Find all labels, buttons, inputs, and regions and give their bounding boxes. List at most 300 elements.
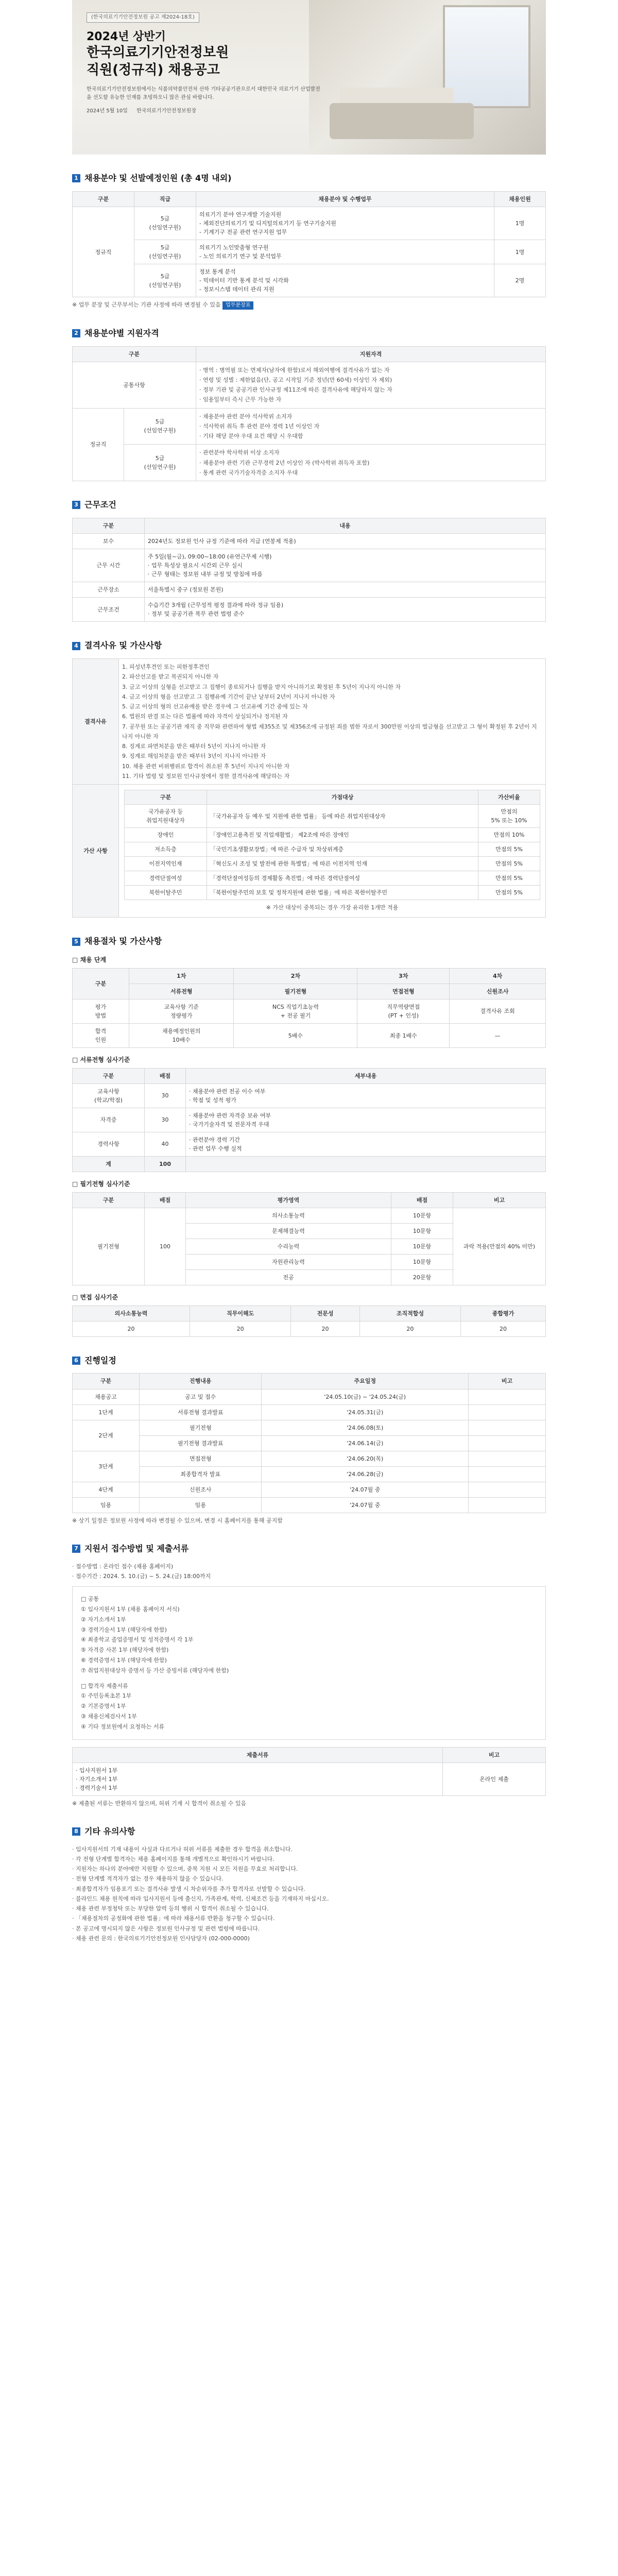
cell-stage: 채용공고 <box>73 1389 140 1404</box>
cell-score: 20 <box>291 1321 359 1336</box>
cell-grade: 5급 (선임연구원) <box>124 445 196 481</box>
cell-total: 100 <box>145 1157 186 1172</box>
table-row <box>73 785 546 918</box>
cell-note <box>469 1451 546 1466</box>
cell-stage: 2단계 <box>73 1420 140 1451</box>
section-number: 1 <box>72 174 80 182</box>
cell-item: 공고 및 접수 <box>140 1389 262 1404</box>
list-item: 10. 채용 관련 비위행위로 합격이 취소된 후 5년이 지나지 아니한 자 <box>122 762 290 770</box>
table-row <box>73 549 546 582</box>
cell-stage: 임용 <box>73 1497 140 1513</box>
hero-date-line <box>87 107 323 115</box>
section-title-text: 진행일정 <box>84 1355 116 1365</box>
th-step-4: 4차 <box>450 968 546 984</box>
cell-value: — <box>450 1024 546 1048</box>
cell-score: 30 <box>145 1083 186 1108</box>
cell-count: 1명 <box>494 207 546 240</box>
th-step-2: 2차 <box>234 968 357 984</box>
cell-group: 정규직 <box>73 207 134 297</box>
cell-empty <box>186 1157 546 1172</box>
cell-items <box>196 408 546 445</box>
th-item: 진행내용 <box>140 1374 262 1389</box>
section-number: 6 <box>72 1357 80 1365</box>
table-row <box>73 1208 546 1223</box>
cell-target: 「혁신도시 조성 및 발전에 관한 특별법」에 따른 이전지역 인재 <box>207 857 478 871</box>
qualifications-table <box>72 346 546 482</box>
content <box>72 172 546 1954</box>
table-row <box>125 842 540 857</box>
table-row <box>73 533 546 549</box>
cell-duty: 의료기기 노인맞춤형 연구원 - 노인 의료기기 연구 및 분석업무 <box>196 240 494 264</box>
table-row <box>73 207 546 240</box>
list-item: · 통계 관련 국가기술자격증 소지자 우대 <box>199 469 298 476</box>
subsection-steps: □ 채용 단계 <box>72 956 107 964</box>
list-item: 7. 공무원 또는 공공기관 재직 중 직무와 관련하여 형법 제355조 및 제356조에 규정된 죄를 범한 자로서 300만원 이상의 벌금형을 선고받고 그 형이 확정된 후 2년이 지나지 아니한 자 <box>122 723 537 740</box>
cell-value: 5배수 <box>234 1024 357 1048</box>
list-item: 6. 법원의 판결 또는 다른 법률에 따라 자격이 상실되거나 정지된 자 <box>122 713 288 720</box>
cell-stage: 3단계 <box>73 1451 140 1482</box>
cell-note <box>469 1435 546 1451</box>
cell-grade: 5급 (선임연구원) <box>134 207 196 240</box>
th-grade: 직급 <box>134 191 196 207</box>
table-row <box>73 1132 546 1156</box>
cell-grade: 5급 (선임연구원) <box>134 240 196 264</box>
section-title-text: 근무조건 <box>84 500 116 510</box>
cell-date: '24.06.08(토) <box>262 1420 469 1435</box>
cell-label: 근무 시간 <box>73 549 145 582</box>
th-area: 평가영역 <box>186 1192 391 1208</box>
list-item: · 입사지원서의 기재 내용이 사실과 다르거나 허위 서류를 제출한 경우 합격을 취소합니다. <box>72 1845 293 1853</box>
cell-duty: 정보 통계 분석 - 빅데이터 기반 통계 분석 및 시각화 - 정보시스템 데이터 관리 지원 <box>196 264 494 297</box>
cell-items <box>196 445 546 481</box>
bonus-table <box>124 790 540 900</box>
list-item: · 채용 관련 부정청탁 또는 부당한 압력 등의 행위 시 합격이 취소될 수 있습니다. <box>72 1905 269 1912</box>
section-5-title <box>72 935 546 948</box>
cell-target: 「북한이탈주민의 보호 및 정착지원에 관한 법률」에 따른 북한이탈주민 <box>207 886 478 900</box>
list-item: · 채용 관련 문의 : 한국의료기기안전정보원 인사담당자 (02-000-0000) <box>72 1935 250 1942</box>
interview-criteria-table <box>72 1306 546 1337</box>
section-1-title <box>72 172 546 185</box>
duty-table-link[interactable]: 업무분장표 <box>222 301 253 310</box>
document-criteria-table <box>72 1068 546 1172</box>
list-item: · 채용분야 관련 분야 석사학위 소지자 <box>199 413 293 420</box>
th-content: 내용 <box>145 518 546 533</box>
th-background-check: 신원조사 <box>450 984 546 999</box>
box-line: ⑦ 취업지원대상자 증명서 등 가산 증빙서류 (해당자에 한함) <box>81 1667 229 1674</box>
th-score: 배점 <box>145 1068 186 1083</box>
section-number: 3 <box>72 501 80 509</box>
hero-year: 2024년 상반기 <box>87 30 166 43</box>
table-row <box>73 598 546 622</box>
cell-area: 문제해결능력 <box>186 1223 391 1239</box>
cell-score: 20 <box>73 1321 190 1336</box>
section-title-text: 지원서 접수방법 및 제출서류 <box>84 1543 189 1553</box>
cell-label: 자격증 <box>73 1108 145 1132</box>
th-note: 비고 <box>443 1747 546 1762</box>
box-line: □ 합격자 제출서류 <box>81 1682 128 1689</box>
hero-text <box>87 11 323 115</box>
cell-area: 자원관리능력 <box>186 1254 391 1269</box>
list-item: · 「채용절차의 공정화에 관한 법률」에 따라 채용서류 반환을 청구할 수 있습니다. <box>72 1915 275 1922</box>
th-bonus-rate: 가산비율 <box>478 790 540 805</box>
disqualification-table <box>72 658 546 918</box>
table-row <box>125 857 540 871</box>
cell-area-score: 10문항 <box>391 1223 453 1239</box>
box-line: □ 공통 <box>81 1596 99 1603</box>
th-stage: 구분 <box>73 1374 140 1389</box>
cell-item: 면접전형 <box>140 1451 262 1466</box>
th-category: 구분 <box>73 1192 145 1208</box>
cell-score: 100 <box>145 1208 186 1285</box>
bonus-note: ※ 가산 대상이 중복되는 경우 가장 유리한 1개만 적용 <box>266 904 399 911</box>
box-line: ③ 채용신체검사서 1부 <box>81 1713 137 1720</box>
table-row <box>73 1762 546 1795</box>
table-row <box>73 1024 546 1048</box>
cell-date: '24.06.14(금) <box>262 1435 469 1451</box>
th-score: 배점 <box>145 1192 186 1208</box>
cell-item: 최종합격자 발표 <box>140 1466 262 1482</box>
cell-label: 근무장소 <box>73 582 145 598</box>
cell-score: 40 <box>145 1132 186 1156</box>
hero-banner <box>72 0 546 155</box>
cell-item: 필기전형 결과발표 <box>140 1435 262 1451</box>
section-2-title <box>72 327 546 340</box>
cell-target: 「장애인고용촉진 및 직업재활법」 제2조에 따른 장애인 <box>207 828 478 842</box>
hero-description: 한국의료기기안전정보원에서는 식품의약품안전처 산하 기타공공기관으로서 대한민국 의료기기 산업발전을 선도할 유능한 인재를 초빙하오니 많은 관심 바랍니다. <box>87 86 320 100</box>
cell-common-label: 공통사항 <box>73 362 196 408</box>
cell-text: · 채용분야 관련 자격증 보유 여부 · 국가기술자격 및 전문자격 우대 <box>186 1108 546 1132</box>
cell-label: 교육사항 (학교/학점) <box>73 1083 145 1108</box>
cell-area-score: 10문항 <box>391 1254 453 1269</box>
cell-grade: 5급 (선임연구원) <box>134 264 196 297</box>
cell-type: 저소득층 <box>125 842 207 857</box>
th-interview-item: 종합평가 <box>461 1306 546 1321</box>
table-row <box>73 1497 546 1513</box>
cell-target: 「국가유공자 등 예우 및 지원에 관한 법률」 등에 따른 취업지원대상자 <box>207 805 478 828</box>
cell-area: 전공 <box>186 1269 391 1285</box>
cell-value: 채용예정인원의 10배수 <box>129 1024 234 1048</box>
cell-value: 결격사유 조회 <box>450 999 546 1023</box>
cell-date: '24.07월 중 <box>262 1482 469 1497</box>
box-line: ⑤ 자격증 사본 1부 (해당자에 한함) <box>81 1647 169 1654</box>
list-item: 4. 금고 이상의 형을 선고받고 그 집행유예 기간이 끝난 날부터 2년이 지나지 아니한 자 <box>122 693 335 700</box>
bed-graphic <box>330 103 474 139</box>
table-row <box>73 445 546 481</box>
cell-score: 20 <box>461 1321 546 1336</box>
table-row <box>73 999 546 1023</box>
table-row <box>73 1451 546 1466</box>
cell-area: 수리능력 <box>186 1239 391 1254</box>
list-item: · 블라인드 채용 원칙에 따라 입사지원서 등에 출신지, 가족관계, 학력, 신체조건 등을 기재하지 마십시오. <box>72 1895 329 1902</box>
cell-date: '24.05.10(금) ~ '24.05.24(금) <box>262 1389 469 1404</box>
cell-score: 20 <box>190 1321 290 1336</box>
page <box>72 0 546 2576</box>
cell-area-score: 10문항 <box>391 1208 453 1223</box>
cell-target: 「국민기초생활보장법」에 따른 수급자 및 차상위계층 <box>207 842 478 857</box>
list-item: · 본 공고에 명시되지 않은 사항은 정보원 인사규정 및 관련 법령에 따릅니다. <box>72 1925 260 1932</box>
table-row <box>73 582 546 598</box>
positions-note <box>72 300 546 310</box>
list-item: · 전형 단계별 적격자가 없는 경우 채용하지 않을 수 있습니다. <box>72 1875 224 1883</box>
submission-table <box>72 1747 546 1796</box>
table-row <box>125 828 540 842</box>
cell-group: 정규직 <box>73 408 124 481</box>
cell-type: 장애인 <box>125 828 207 842</box>
box-line: ④ 최종학교 졸업증명서 및 성적증명서 각 1부 <box>81 1636 194 1643</box>
cell-rate: 만점의 5% 또는 10% <box>478 805 540 828</box>
schedule-table <box>72 1373 546 1513</box>
cell-label: 평가 방법 <box>73 999 129 1023</box>
list-item: 3. 금고 이상의 실형을 선고받고 그 집행이 종료되거나 집행을 받지 아니하기로 확정된 후 5년이 지나지 아니한 자 <box>122 683 401 690</box>
cell-rate: 만점의 5% <box>478 871 540 886</box>
table-row <box>73 1157 546 1172</box>
cell-text: 서울특별시 중구 (정보원 본원) <box>145 582 546 598</box>
th-category: 구분 <box>73 1068 145 1083</box>
th-note: 비고 <box>453 1192 546 1208</box>
list-item: · 관련분야 학사학위 이상 소지자 <box>199 449 280 456</box>
cell-target: 「경력단절여성등의 경제활동 촉진법」에 따른 경력단절여성 <box>207 871 478 886</box>
list-item: · 석사학위 취득 후 관련 분야 경력 1년 이상인 자 <box>199 422 320 430</box>
method-line: · 접수방법 : 온라인 접수 (채용 홈페이지) <box>72 1563 174 1570</box>
cell-bonus-table <box>119 785 546 918</box>
cell-note: 과락 적용(만점의 40% 미만) <box>453 1208 546 1285</box>
list-item: · 지원자는 하나의 분야에만 지원할 수 있으며, 중복 지원 시 모든 지원을 무효로 처리합니다. <box>72 1866 298 1873</box>
cell-count: 2명 <box>494 264 546 297</box>
table-row <box>73 264 546 297</box>
cell-item: 임용 <box>140 1497 262 1513</box>
table-row <box>73 1466 546 1482</box>
th-category: 구분 <box>73 346 196 362</box>
list-item: 11. 기타 법령 및 정보원 인사규정에서 정한 결격사유에 해당하는 자 <box>122 772 290 779</box>
section-4-title <box>72 639 546 652</box>
th-document-screening: 서류전형 <box>129 984 234 999</box>
list-item: · 최종합격자가 임용포기 또는 결격사유 발생 시 차순위자를 추가 합격자로 선발할 수 있습니다. <box>72 1885 305 1892</box>
cell-note <box>469 1466 546 1482</box>
box-line: ⑥ 경력증명서 1부 (해당자에 한함) <box>81 1657 167 1664</box>
th-bonus: 가산 사항 <box>73 785 119 918</box>
list-item: 5. 금고 이상의 형의 선고유예를 받은 경우에 그 선고유예 기간 중에 있는 자 <box>122 703 308 710</box>
subsection-interview-criteria: □ 면접 심사기준 <box>72 1293 118 1301</box>
cell-text: 수습기간 3개월 (근무성적 평정 결과에 따라 정규 임용) · 정부 및 공공기관 복무 관련 법령 준수 <box>145 598 546 622</box>
submission-note: ※ 제출된 서류는 반환하지 않으며, 허위 기재 시 합격이 취소될 수 있음 <box>72 1800 247 1807</box>
cell-date: '24.05.31(금) <box>262 1404 469 1420</box>
cell-value: 교육사항 기준 정량평가 <box>129 999 234 1023</box>
work-conditions-table <box>72 518 546 622</box>
cell-value: NCS 직업기초능력 + 전공 필기 <box>234 999 357 1023</box>
cell-area-score: 10문항 <box>391 1239 453 1254</box>
cell-rate: 만점의 5% <box>478 842 540 857</box>
table-row <box>73 1420 546 1435</box>
cell-label: 합격 인원 <box>73 1024 129 1048</box>
th-step-3: 3차 <box>357 968 450 984</box>
schedule-note: ※ 상기 일정은 정보원 사정에 따라 변경될 수 있으며, 변경 시 홈페이지를 통해 공지함 <box>72 1517 283 1524</box>
cell-text: · 채용분야 관련 전공 이수 여부 · 학점 및 성적 평가 <box>186 1083 546 1108</box>
cell-item: 서류전형 결과발표 <box>140 1404 262 1420</box>
cell-common-list <box>196 362 546 408</box>
list-item: 8. 징계로 파면처분을 받은 때부터 5년이 지나지 아니한 자 <box>122 743 266 750</box>
th-bonus-type: 구분 <box>125 790 207 805</box>
cell-label: 필기전형 <box>73 1208 145 1285</box>
box-line: ① 입사지원서 1부 (채용 홈페이지 서식) <box>81 1606 180 1613</box>
section-6-title <box>72 1354 546 1367</box>
list-item: · 정부 기관 및 공공기관 인사규정 제11조에 따른 결격사유에 해당하지 않는 자 <box>199 386 392 394</box>
section-title-text: 결격사유 및 가산사항 <box>84 640 162 651</box>
table-row <box>125 805 540 828</box>
th-written-exam: 필기전형 <box>234 984 357 999</box>
th-disqualification: 결격사유 <box>73 659 119 785</box>
th-bonus-target: 가점대상 <box>207 790 478 805</box>
hospital-room-photo <box>309 0 546 155</box>
application-method <box>72 1562 546 1582</box>
cell-text: 2024년도 정보원 인사 규정 기준에 따라 지급 (연봉제 적용) <box>145 533 546 549</box>
list-item: 2. 파산선고를 받고 복권되지 아니한 자 <box>122 673 219 681</box>
notes-list <box>72 1844 546 1944</box>
box-line: ④ 기타 정보원에서 요청하는 서류 <box>81 1723 164 1730</box>
cell-area: 의사소통능력 <box>186 1208 391 1223</box>
section-number: 8 <box>72 1827 80 1836</box>
section-number: 7 <box>72 1545 80 1553</box>
hero-title-line1: 한국의료기기안전정보원 <box>87 45 229 61</box>
cell-rate: 만점의 5% <box>478 886 540 900</box>
cell-area-score: 20문항 <box>391 1269 453 1285</box>
cell-note <box>469 1482 546 1497</box>
subsection-document-criteria: □ 서류전형 심사기준 <box>72 1056 130 1064</box>
cell-note <box>469 1497 546 1513</box>
th-step-1: 1차 <box>129 968 234 984</box>
table-row <box>73 1108 546 1132</box>
cell-type: 북한이탈주민 <box>125 886 207 900</box>
th-interview-item: 의사소통능력 <box>73 1306 190 1321</box>
th-date: 주요일정 <box>262 1374 469 1389</box>
table-row <box>73 240 546 264</box>
section-3-title <box>72 499 546 512</box>
section-number: 2 <box>72 329 80 337</box>
selection-steps-table <box>72 968 546 1048</box>
th-interview: 면접전형 <box>357 984 450 999</box>
cell-count: 1명 <box>494 240 546 264</box>
cell-documents: · 입사지원서 1부 · 자기소개서 1부 · 경력기술서 1부 <box>73 1762 443 1795</box>
list-item: · 연령 및 성별 : 제한없음(단, 공고 시작일 기준 정년(만 60세) 이상인 자 제외) <box>199 376 392 383</box>
table-row <box>73 1482 546 1497</box>
cell-note <box>469 1404 546 1420</box>
section-title-text: 채용분야별 지원자격 <box>84 328 159 338</box>
cell-value: 직무역량면접 (PT + 인성) <box>357 999 450 1023</box>
th-documents: 제출서류 <box>73 1747 443 1762</box>
cell-total-label: 계 <box>73 1157 145 1172</box>
cell-text: · 관련분야 경력 기간 · 관련 업무 수행 실적 <box>186 1132 546 1156</box>
method-line: · 접수기간 : 2024. 5. 10.(금) ~ 5. 24.(금) 18:00까지 <box>72 1572 211 1580</box>
table-row <box>125 871 540 886</box>
cell-note <box>469 1389 546 1404</box>
section-title-text: 기타 유의사항 <box>84 1826 135 1836</box>
cell-date: '24.06.20(목) <box>262 1451 469 1466</box>
list-item: · 각 전형 단계별 합격자는 채용 홈페이지를 통해 개별적으로 확인하시기 바랍니다. <box>72 1855 274 1862</box>
table-row <box>73 1083 546 1108</box>
th-area-score: 배점 <box>391 1192 453 1208</box>
cell-text: 주 5일(월~금), 09:00~18:00 (유연근무제 시행) · 업무 특성상 필요시 시간외 근무 실시 · 근무 형태는 정보원 내부 규정 및 방침에 따름 <box>145 549 546 582</box>
th-category: 구분 <box>73 968 129 999</box>
hero-title-line2: 직원(정규직) 채용공고 <box>87 62 220 78</box>
note-text: ※ 업무 분장 및 근무부서는 기관 사정에 따라 변경될 수 있음 <box>72 301 221 309</box>
box-line: ② 기본증명서 1부 <box>81 1703 126 1710</box>
list-item: · 병역 : 병역필 또는 면제자(남자에 한함)로서 해외여행에 결격사유가 없는 자 <box>199 366 390 374</box>
th-category: 구분 <box>73 191 134 207</box>
th-qualification: 지원자격 <box>196 346 546 362</box>
cell-stage: 1단계 <box>73 1404 140 1420</box>
section-number: 4 <box>72 642 80 650</box>
section-number: 5 <box>72 938 80 946</box>
cell-value: 최종 1배수 <box>357 1024 450 1048</box>
notice-number-tag: (한국의료기기안전정보원 공고 제2024-18호) <box>87 12 199 23</box>
th-detail: 세부내용 <box>186 1068 546 1083</box>
notice-org: 한국의료기기안전정보원장 <box>136 108 196 114</box>
cell-duty: 의료기기 분야 연구개발 기술지원 - 체외진단의료기기 및 디지털의료기기 등 연구기술지원 - 기계기구 전공 관련 연구지원 업무 <box>196 207 494 240</box>
cell-label: 경력사항 <box>73 1132 145 1156</box>
written-criteria-table <box>72 1192 546 1285</box>
cell-label: 보수 <box>73 533 145 549</box>
box-line: ③ 경력기술서 1부 (해당자에 한함) <box>81 1626 167 1633</box>
th-interview-item: 전문성 <box>291 1306 359 1321</box>
box-line: ① 주민등록초본 1부 <box>81 1692 132 1700</box>
table-row <box>73 659 546 785</box>
th-interview-item: 조직적합성 <box>359 1306 460 1321</box>
cell-disq-list <box>119 659 546 785</box>
th-duty: 채용분야 및 수행업무 <box>196 191 494 207</box>
cell-type: 경력단절여성 <box>125 871 207 886</box>
cell-label: 근무조건 <box>73 598 145 622</box>
notice-date: 2024년 5월 10일 <box>87 108 128 114</box>
th-interview-item: 직무이해도 <box>190 1306 290 1321</box>
documents-box <box>72 1586 546 1739</box>
section-title-text: 채용절차 및 가산사항 <box>84 936 162 946</box>
cell-rate: 만점의 5% <box>478 857 540 871</box>
cell-score: 20 <box>359 1321 460 1336</box>
section-8-title <box>72 1825 546 1838</box>
table-row <box>73 1321 546 1336</box>
cell-type: 이전지역인재 <box>125 857 207 871</box>
section-7-title <box>72 1543 546 1555</box>
cell-rate: 만점의 10% <box>478 828 540 842</box>
cell-note: 온라인 제출 <box>443 1762 546 1795</box>
table-row <box>73 362 546 408</box>
cell-type: 국가유공자 등 취업지원대상자 <box>125 805 207 828</box>
list-item: · 임용일부터 즉시 근무 가능한 자 <box>199 396 282 403</box>
table-row <box>73 408 546 445</box>
th-count: 채용인원 <box>494 191 546 207</box>
section-title-text: 채용분야 및 선발예정인원 (총 4명 내외) <box>84 173 232 183</box>
cell-item: 필기전형 <box>140 1420 262 1435</box>
window-graphic <box>443 5 530 108</box>
positions-table <box>72 191 546 297</box>
box-spacer <box>81 1676 537 1681</box>
th-category: 구분 <box>73 518 145 533</box>
box-line: ② 자기소개서 1부 <box>81 1616 126 1623</box>
list-item: · 기타 해당 분야 우대 요건 해당 시 우대함 <box>199 433 303 440</box>
list-item: 9. 징계로 해임처분을 받은 때부터 3년이 지나지 아니한 자 <box>122 753 266 760</box>
th-note: 비고 <box>469 1374 546 1389</box>
subsection-written-criteria: □ 필기전형 심사기준 <box>72 1180 130 1188</box>
cell-score: 30 <box>145 1108 186 1132</box>
table-row <box>73 1389 546 1404</box>
list-item: · 채용분야 관련 기관 근무경력 2년 이상인 자 (박사학위 취득자 포함) <box>199 459 370 466</box>
table-row <box>125 886 540 900</box>
cell-stage: 4단계 <box>73 1482 140 1497</box>
table-row <box>73 1435 546 1451</box>
cell-date: '24.07월 중 <box>262 1497 469 1513</box>
cell-grade: 5급 (선임연구원) <box>124 408 196 445</box>
list-item: 1. 피성년후견인 또는 피한정후견인 <box>122 664 210 671</box>
cell-note <box>469 1420 546 1435</box>
